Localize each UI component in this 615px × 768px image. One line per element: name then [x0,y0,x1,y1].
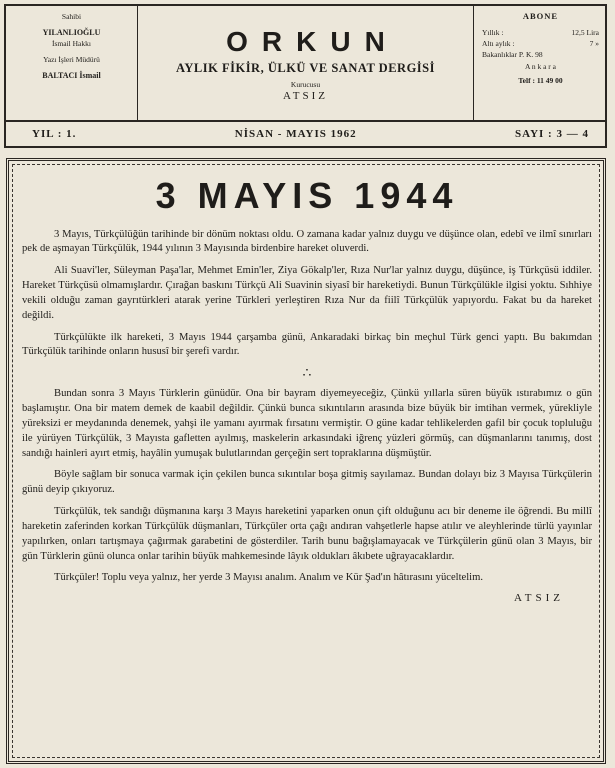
subscription-row: A n k a r a [524,61,557,71]
article-paragraph: Türkçülükte ilk hareketi, 3 Mayıs 1944 çarşamba günü, Ankaradaki birkaç bin meçhul Türk genci yaptı. Bu bakımdan Türkçülük tarihinde onların hususî bir şerefi vardır. [22,331,592,358]
editor-label: Yazı İşleri Müdürü [43,55,100,65]
article [22,168,592,607]
issue-bar [4,122,607,148]
issue-year: YIL : 1. [32,128,77,140]
article-paragraph: Ali Suavi'ler, Süleyman Paşa'lar, Mehmet Emin'ler, Ziya Gökalp'ler, Rıza Nur'lar yalnız duygu, düşünce, iş Türkçüsü iddiler. Hareket Türkçüsü olmamışlardır. Çırağan baskını Türkçü Ali Suavinin siyasî bir hareketiydi. Bunun Türkçülükle ilgisi yoktu. Sıhhiye vekili olduğu zaman gayrıtürkleri atarak yerine Türkleri yerleştiren Rıza Nur da fiilî Türkçülük yapıyordu. Fakat bu da hareket değildi. [22,265,592,321]
article-headline: 3 MAYIS 1944 [155,175,459,216]
section-separator: ∴ [302,366,312,382]
masthead [4,4,607,122]
masthead-subscription-box [473,6,605,120]
owner-name: YILANLIOĞLU [42,28,101,38]
issue-date: NİSAN - MAYIS 1962 [234,128,357,140]
article-paragraph: Böyle sağlam bir sonuca varmak için çekilen bunca sıkıntılar boşa gitmiş sayılamaz. Bundan dolayı biz 3 Mayısa Türkçülerin günü deyip çıkıyoruz. [22,469,592,496]
article-paragraph: 3 Mayıs, Türkçülüğün tarihinde bir dönüm noktası oldu. O zamana kadar yalnız duygu ve düşünce olan, edebî ve ilmî sınırları pek de aşmayan Türkçülük, 1944 yılının 3 Mayısında birdenbire hareket oluverdi. [22,228,592,255]
article-paragraph: Türkçüler! Toplu veya yalnız, her yerde 3 Mayısı analım. Analım ve Kür Şad'ın hâtırasını yüceltelim. [54,572,484,584]
subscription-row: Bakanlıklar P. K. 98 [482,50,543,60]
telephone: Telf : 11 49 00 [518,75,563,85]
founder-name: ATSIZ [283,90,328,102]
masthead-title-box [138,6,473,120]
editor-name: BALTACI İsmail [42,71,101,81]
subscription-heading: ABONE [522,11,559,21]
article-paragraph: Türkçülük, tek sandığı düşmanına karşı 3 Mayıs hareketini yaparken onun çift olduğunu acı bir deneme ile öğrendi. Bu millî hareketin zaferinden korkan Türkçülük düşmanları, Türkçüler orta çağı andıran vahşetlerle hapse atılır ve aleyhlerinde türlü yayınlar yapılırken, onları tartışmaya çağırmak garabetini de gösterdiler. Tarih bunu bağışlamayacak ve Türkçülerin günü olan 3 Mayıs, bir gün Türklerin günü olunca onlar tarihin büyük mahkemesinde lâyık oldukları âkıbete uğrayacaklardır. [22,506,592,562]
subscription-row: Yıllık : 12,5 Lira [482,27,599,37]
owner-name-2: İsmail Hakkı [52,38,91,48]
founder-label: Kurucusu [290,80,321,89]
magazine-title: ORKUN [226,26,399,57]
issue-number: SAYI : 3 — 4 [515,128,589,140]
owner-label: Sahibi [61,12,82,21]
article-paragraph: Bundan sonra 3 Mayıs Türklerin günüdür. Ona bir bayram diyemeyeceğiz, Çünkü yıllarla süren büyük ıstırabımız o gün başlamıştır. Ona bir matem demek de kaabil değildir. Çünkü bunca sıkıntıların arasında bize büyük bir imtihan vermek, yürekliyle yüreksizi er meydanında denemek, yahşi ile yamanı ayırmak fırsatını vermiştir. O güne kadar tehlikelerden gafil bir çocuk topluluğu ile yürüyen Türkçülük, 3 Mayısta gafletten ayılmış, maskelerin arkasındaki iğrenç yüzleri görmüş, can düşmanlarını tanımış, dost sandığı hainleri ayırt etmiş, hayâlin yumuşak bulutlarından gerçeğin sert topraklarına düşmüştür. [22,388,592,459]
subscription-row: Altı aylık : 7 » [482,39,599,48]
magazine-subtitle: AYLIK FİKİR, ÜLKÜ VE SANAT DERGİSİ [176,61,435,75]
masthead-publisher-box [6,6,138,120]
article-signature: ATSIZ [514,592,564,605]
